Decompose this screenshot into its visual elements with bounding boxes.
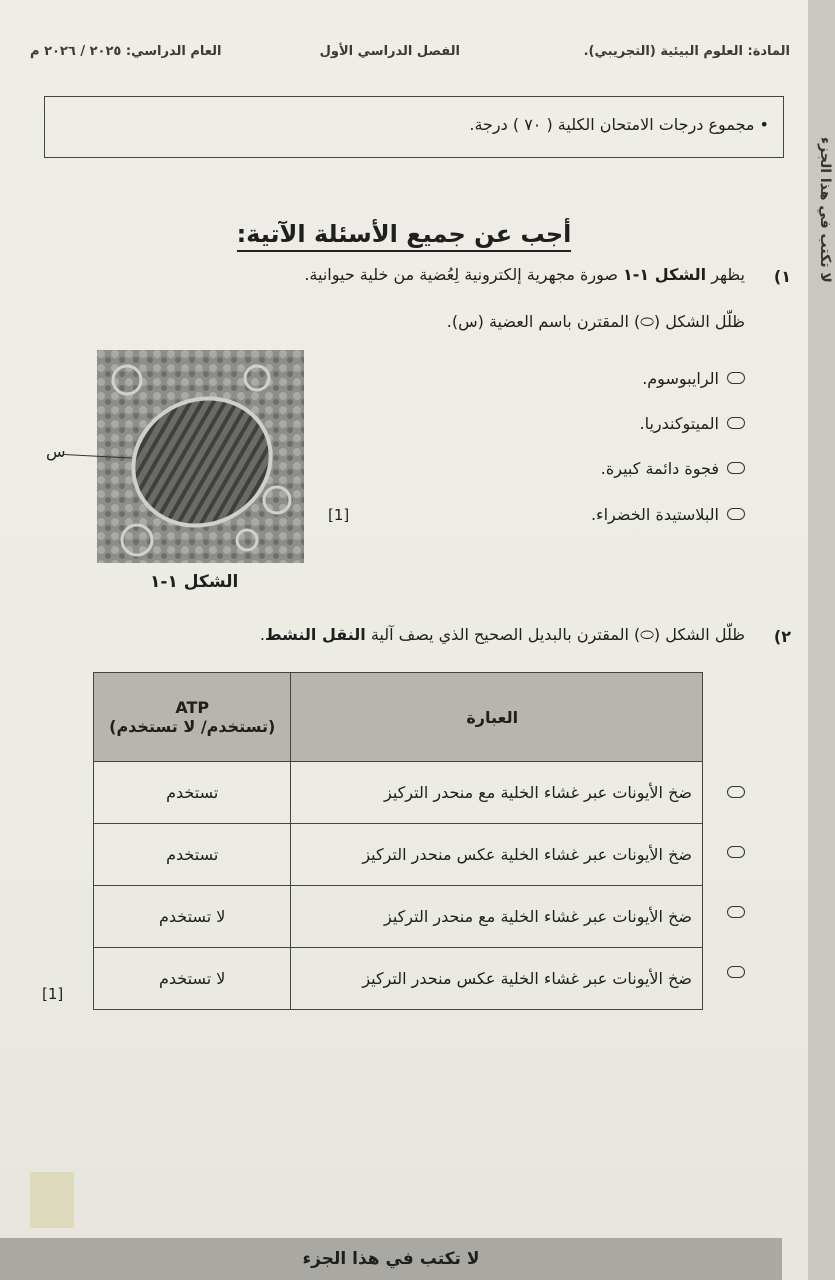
answer-oval[interactable] bbox=[727, 508, 745, 520]
option-label: الرايبوسوم. bbox=[642, 368, 719, 388]
q2-answer-oval-2[interactable] bbox=[727, 846, 745, 858]
header-subject: المادة: العلوم البيئية (التجريبي). bbox=[583, 44, 790, 59]
header-statement: العبارة bbox=[291, 673, 703, 762]
q2-answer-oval-1[interactable] bbox=[727, 786, 745, 798]
header-atp bbox=[94, 673, 291, 762]
q2-text-after: . bbox=[259, 625, 265, 644]
header-year: العام الدراسي: ٢٠٢٥ / ٢٠٢٦ م bbox=[30, 44, 222, 59]
answer-oval[interactable] bbox=[727, 372, 745, 384]
row-statement: ضخ الأيونات عبر غشاء الخلية مع منحدر التركيز bbox=[291, 886, 703, 948]
option-label: البلاستيدة الخضراء. bbox=[590, 504, 719, 524]
row-atp: تستخدم bbox=[94, 762, 291, 824]
total-marks-box bbox=[44, 96, 784, 158]
table-row bbox=[94, 824, 703, 886]
row-statement: ضخ الأيونات عبر غشاء الخلية مع منحدر التركيز bbox=[291, 762, 703, 824]
table-row bbox=[94, 948, 703, 1010]
option-label: فجوة دائمة كبيرة. bbox=[600, 458, 719, 478]
header-term: الفصل الدراسي الأول bbox=[319, 44, 460, 59]
footer-no-write-zone: لا تكتب في هذا الجزء bbox=[0, 1238, 782, 1280]
q1-option-vacuole[interactable] bbox=[601, 456, 745, 480]
q2-answer-oval-4[interactable] bbox=[727, 966, 745, 978]
header-atp-title: ATP bbox=[175, 698, 210, 717]
q1-text bbox=[304, 265, 745, 284]
row-statement: ضخ الأيونات عبر غشاء الخلية عكس منحدر التركيز bbox=[291, 824, 703, 886]
q2-text bbox=[260, 625, 745, 645]
q2-table bbox=[93, 672, 703, 1010]
row-statement: ضخ الأيونات عبر غشاء الخلية عكس منحدر التركيز bbox=[291, 948, 703, 1010]
total-marks-text: • مجموع درجات الامتحان الكلية ( ٧٠ ) درجة. bbox=[469, 115, 769, 134]
figure-label-x: س bbox=[46, 442, 66, 461]
answer-oval[interactable] bbox=[727, 462, 745, 474]
side-margin-label: لا تكتب في هذا الجزء bbox=[817, 137, 833, 283]
row-atp: لا تستخدم bbox=[94, 948, 291, 1010]
figure-caption: الشكل ١-١ bbox=[150, 572, 239, 592]
page-header bbox=[30, 44, 790, 66]
q2-number: ٢) bbox=[773, 627, 791, 646]
q1-option-chloroplast[interactable] bbox=[591, 502, 745, 526]
q1-text-bold: الشكل ١-١ bbox=[623, 265, 707, 284]
q1-text-after: صورة مجهرية إلكترونية لِعُضية من خلية حيوانية. bbox=[304, 265, 624, 284]
q1-option-ribosome[interactable] bbox=[642, 366, 745, 390]
side-margin-strip bbox=[808, 0, 835, 1280]
main-title-text: أجب عن جميع الأسئلة الآتية: bbox=[237, 220, 572, 252]
q2-text-before: ظلّل الشكل (⬭) المقترن بالبديل الصحيح الذي يصف آلية bbox=[365, 625, 745, 644]
header-atp-subtitle: (تستخدم/ لا تستخدم) bbox=[109, 717, 276, 736]
q1-instruction: ظلّل الشكل (⬭) المقترن باسم العضية (س). bbox=[446, 312, 745, 331]
q1-text-before: يظهر bbox=[706, 265, 745, 284]
q1-number: ١) bbox=[773, 267, 791, 286]
q2-table-header-row bbox=[94, 673, 703, 762]
option-label: الميتوكندريا. bbox=[639, 413, 719, 433]
q1-mark: [1] bbox=[328, 506, 350, 524]
main-title bbox=[0, 220, 808, 248]
paper-smudge bbox=[30, 1172, 74, 1228]
q2-text-bold: النقل النشط bbox=[264, 625, 366, 644]
q1-option-mitochondria[interactable] bbox=[640, 411, 745, 435]
q2-mark: [1] bbox=[42, 985, 64, 1003]
row-atp: تستخدم bbox=[94, 824, 291, 886]
row-atp: لا تستخدم bbox=[94, 886, 291, 948]
q2-answer-oval-3[interactable] bbox=[727, 906, 745, 918]
table-row bbox=[94, 762, 703, 824]
answer-oval[interactable] bbox=[727, 417, 745, 429]
table-row bbox=[94, 886, 703, 948]
total-marks-value: مجموع درجات الامتحان الكلية ( ٧٠ ) درجة. bbox=[469, 115, 755, 134]
